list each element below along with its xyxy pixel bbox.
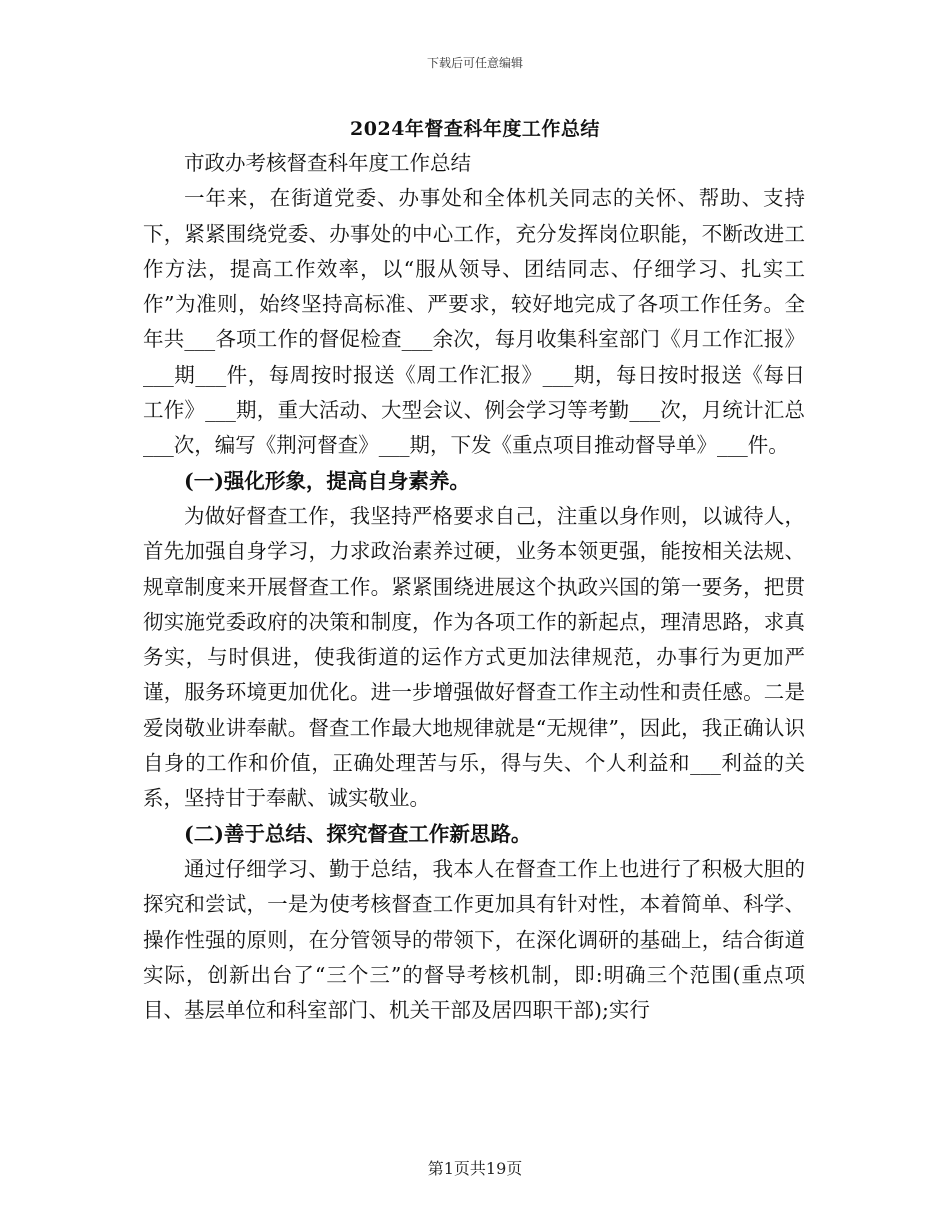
section-1-paragraph: 为做好督查工作，我坚持严格要求自己，注重以身作则，以诚待人，首先加强自身学习，力求政治素养过硬，业务本领更强，能按相关法规、规章制度来开展督查工作。紧紧围绕进展这个执政兴国的第一要务，把贯彻实施党委政府的决策和制度，作为各项工作的新起点，理清思路，求真务实，与时俱进，使我街道的运作方式更加法律规范，办事行为更加严谨，服务环境更加优化。进一步增强做好督查工作主动性和责任感。二是爱岗敬业讲奉献。督查工作最大地规律就是“无规律”，因此，我正确认识自身的工作和价值，正确处理苦与乐，得与失、个人利益和___利益的关系，坚持甘于奉献、诚实敬业。 [143, 503, 805, 811]
section-2-paragraph: 通过仔细学习、勤于总结，我本人在督查工作上也进行了积极大胆的探究和尝试，一是为使考核督查工作更加具有针对性，本着简单、科学、操作性强的原则，在分管领导的带领下，在深化调研的基础上，结合街道实际，创新出台了“三个三”的督导考核机制，即:明确三个范围(重点项目、基层单位和科室部门、机关干部及居四职干部);实行 [143, 856, 805, 1023]
subtitle-paragraph: 市政办考核督查科年度工作总结 [184, 151, 471, 175]
document-body [143, 146, 805, 1028]
section-heading-2: (二)善于总结、探究督查工作新思路。 [184, 821, 532, 846]
section-heading-1: (一)强化形象，提高自身素养。 [184, 468, 470, 493]
document-title: 2024年督查科年度工作总结 [350, 118, 600, 140]
page-header-note: 下载后可任意编辑 [426, 56, 523, 70]
page-number-footer: 第1页共19页 [427, 1159, 523, 1178]
intro-paragraph: 一年来，在街道党委、办事处和全体机关同志的关怀、帮助、支持下，紧紧围绕党委、办事处的中心工作，充分发挥岗位职能，不断改进工作方法，提高工作效率，以“服从领导、团结同志、仔细学习、扎实工作”为准则，始终坚持高标准、严要求，较好地完成了各项工作任务。全年共___各项工作的督促检查___余次，每月收集科室部门《月工作汇报》___期___件，每周按时报送《周工作汇报》___期，每日按时报送《每日工作》___期，重大活动、大型会议、例会学习等考勤___次，月统计汇总___次，编写《荆河督查》___期，下发《重点项目推动督导单》___件。 [143, 186, 805, 458]
